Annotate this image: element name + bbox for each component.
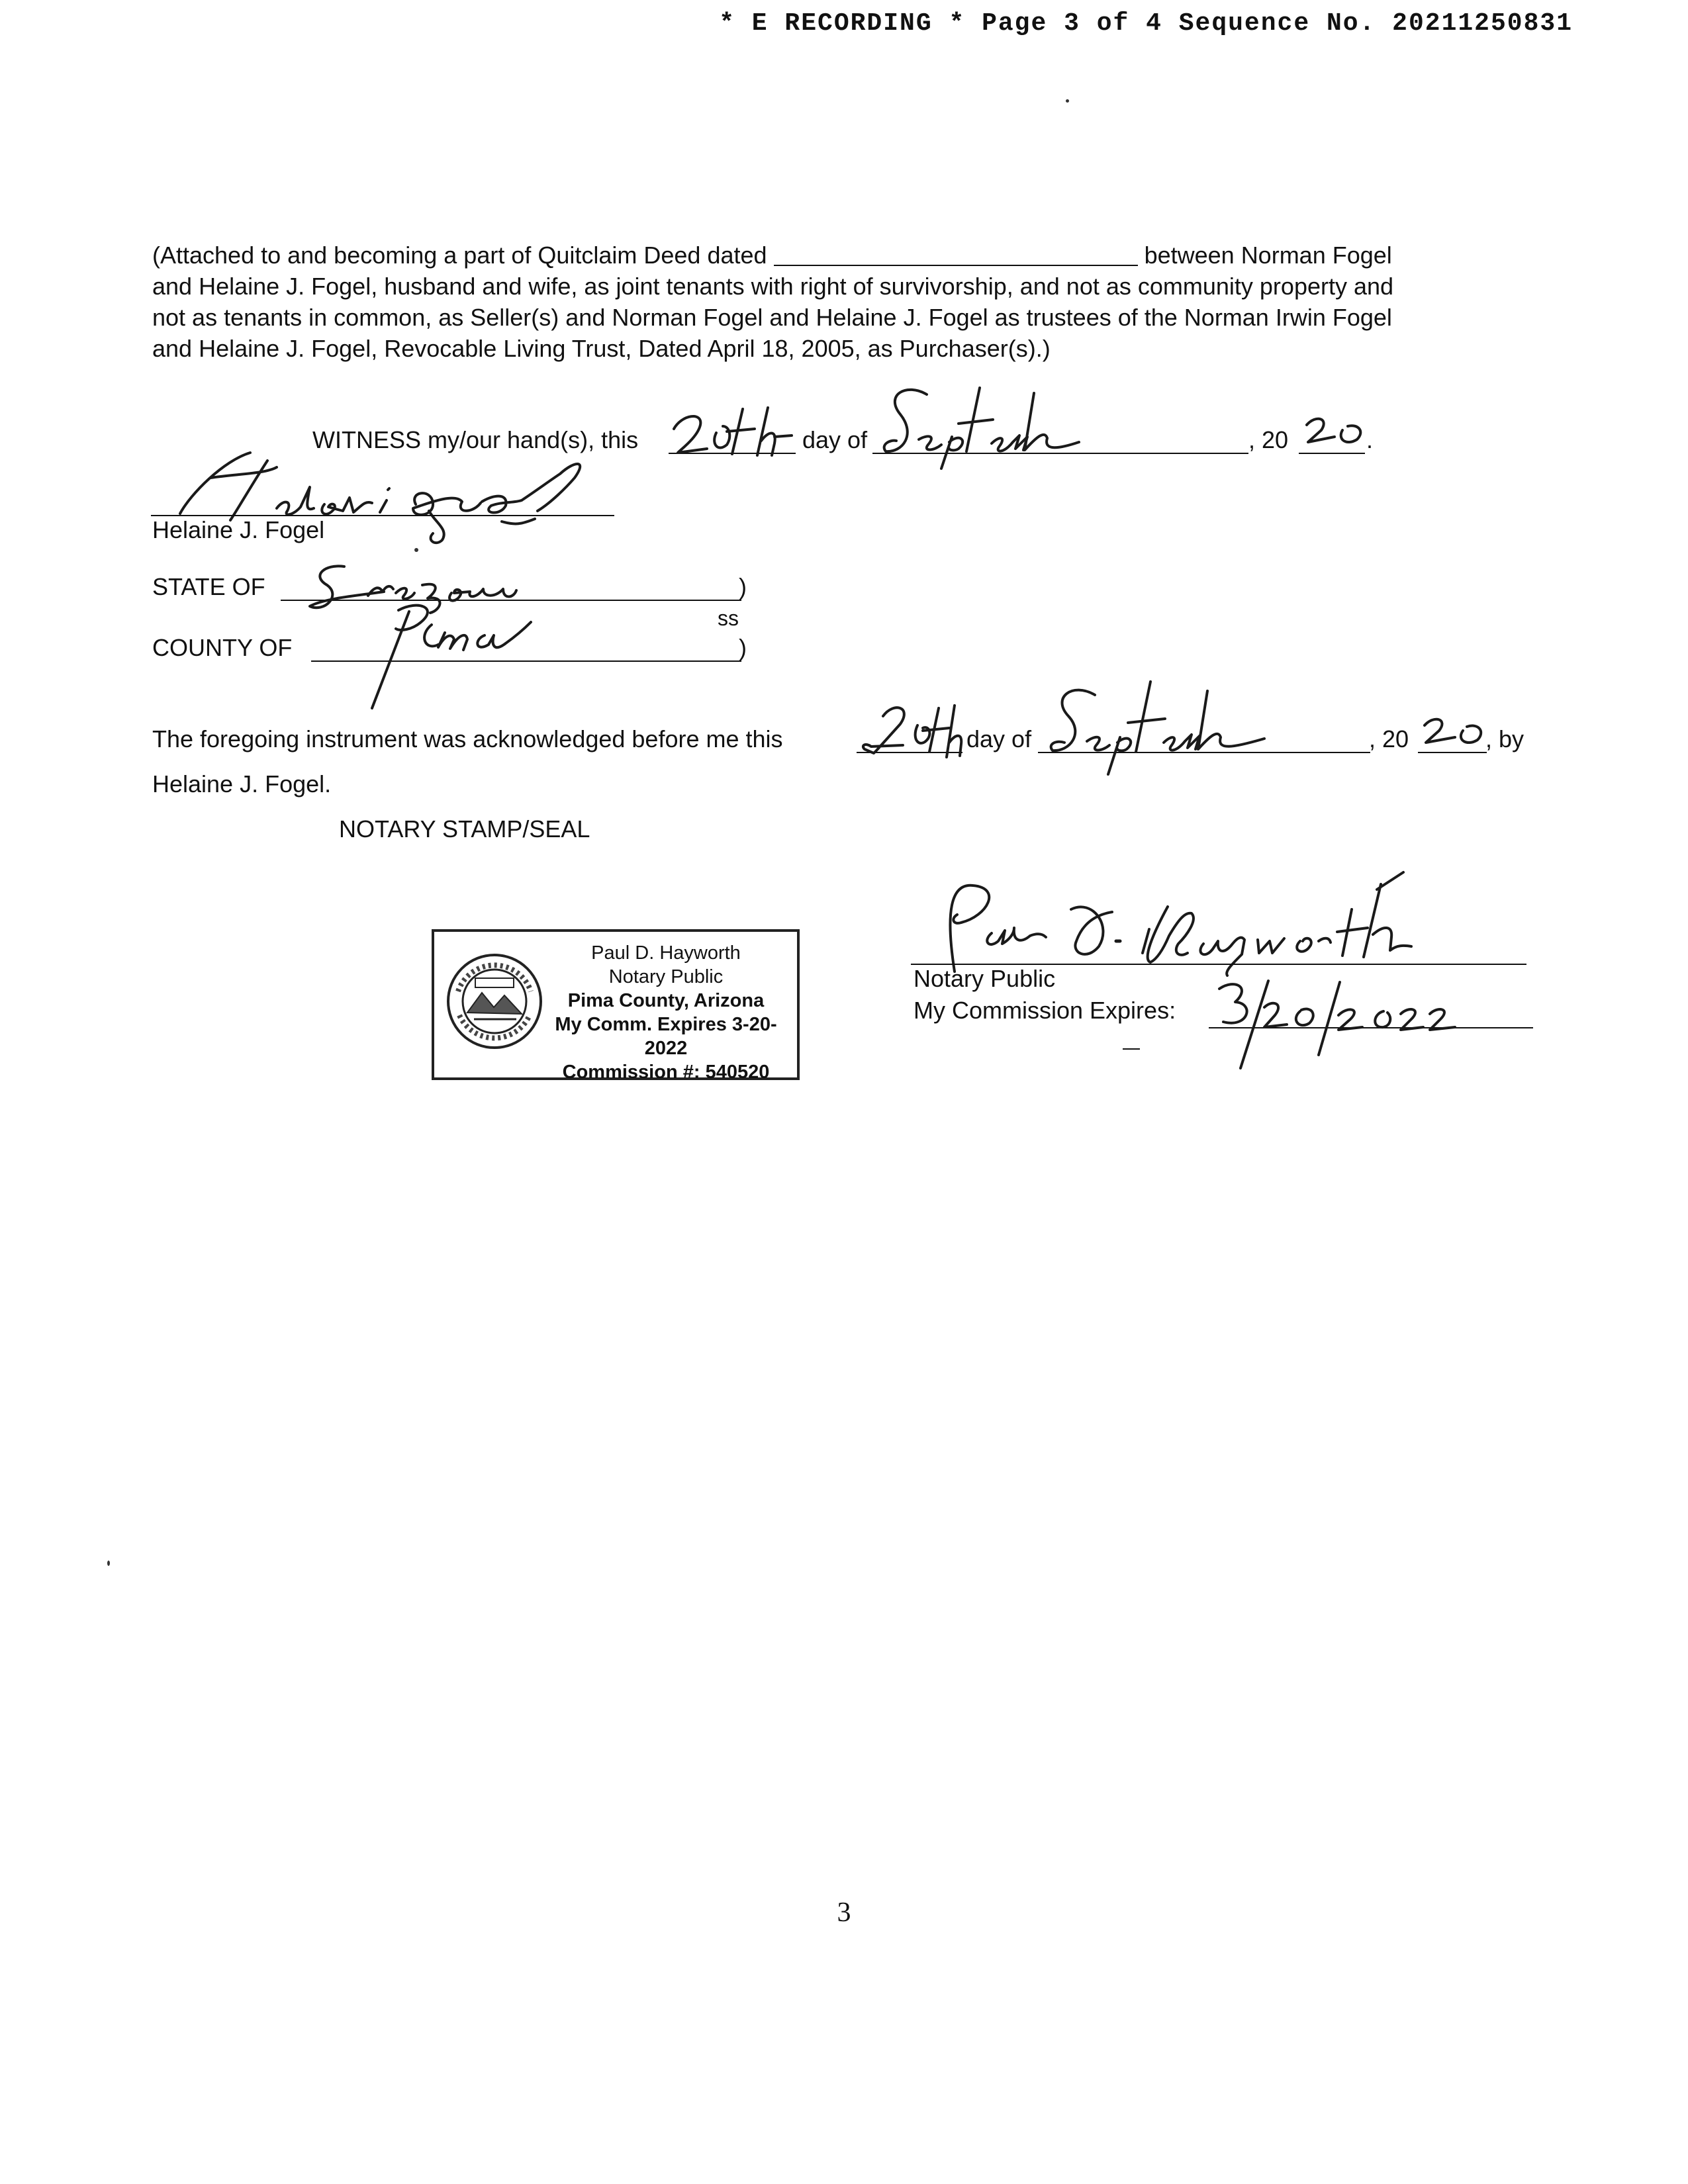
scan-speck (1066, 99, 1069, 103)
scan-speck (414, 548, 418, 552)
notary-title: Notary Public (914, 965, 1056, 992)
witness-day-of: day of (802, 426, 868, 453)
commission-label: My Commission Expires: (914, 997, 1176, 1024)
arizona-seal-icon (445, 952, 544, 1051)
witness-month-handwriting (880, 379, 1092, 471)
attachment-line-1: (Attached to and becoming a part of Quitclaim Deed dated between Norman Fogel (152, 242, 1392, 269)
ss-label: ss (718, 606, 739, 630)
stamp-expires: My Comm. Expires 3-20-2022 (555, 1014, 777, 1059)
witness-period: . (1366, 426, 1374, 453)
signer-name: Helaine J. Fogel (152, 516, 325, 543)
witness-year-prefix: , 20 (1248, 426, 1289, 453)
ack-signer-name: Helaine J. Fogel. (152, 770, 332, 797)
stamp-commission: Commission #: 540520 (562, 1062, 770, 1083)
ack-prefix: The foregoing instrument was acknowledged before me this (152, 725, 783, 752)
witness-day-handwriting (669, 402, 801, 462)
deed-date-blank (774, 265, 1138, 266)
recording-header: * E RECORDING * Page 3 of 4 Sequence No. 20211250831 (719, 9, 1573, 38)
stamp-title: Notary Public (608, 966, 724, 987)
page-number: 3 (837, 1897, 851, 1928)
county-handwriting (352, 596, 538, 715)
ack-day-of: day of (966, 725, 1032, 752)
notary-stamp (432, 929, 800, 1083)
witness-prefix: WITNESS my/our hand(s), this (312, 426, 639, 453)
state-paren: ) (739, 573, 747, 600)
attachment-line-3: not as tenants in common, as Seller(s) and Norman Fogel and Helaine J. Fogel as trustees of the Norman Irwin Fogel (152, 304, 1392, 331)
stamp-county: Pima County, Arizona (567, 990, 765, 1011)
county-label: COUNTY OF (152, 634, 293, 661)
notary-stamp-label: NOTARY STAMP/SEAL (339, 815, 590, 842)
attachment-line-2: and Helaine J. Fogel, husband and wife, as joint tenants with right of survivorship, and not as community property and (152, 273, 1394, 300)
attachment-line-4: and Helaine J. Fogel, Revocable Living Trust, Dated April 18, 2005, as Purchaser(s).) (152, 335, 1051, 362)
state-label: STATE OF (152, 573, 265, 600)
ack-year-handwriting (1419, 711, 1492, 753)
attachment-paragraph (152, 240, 1529, 364)
ack-day-handwriting (857, 696, 969, 762)
stamp-text-block (540, 941, 792, 1084)
stamp-notary-name: Paul D. Hayworth (591, 942, 741, 964)
ack-year-prefix: , 20 (1369, 725, 1409, 752)
ack-month-handwriting (1046, 668, 1271, 781)
scan-mark (1123, 1048, 1140, 1050)
witness-year-handwriting (1301, 412, 1368, 454)
ack-by: , by (1485, 725, 1524, 752)
commission-date-handwriting (1209, 976, 1460, 1075)
scan-speck (107, 1561, 110, 1566)
county-paren: ) (739, 634, 747, 661)
